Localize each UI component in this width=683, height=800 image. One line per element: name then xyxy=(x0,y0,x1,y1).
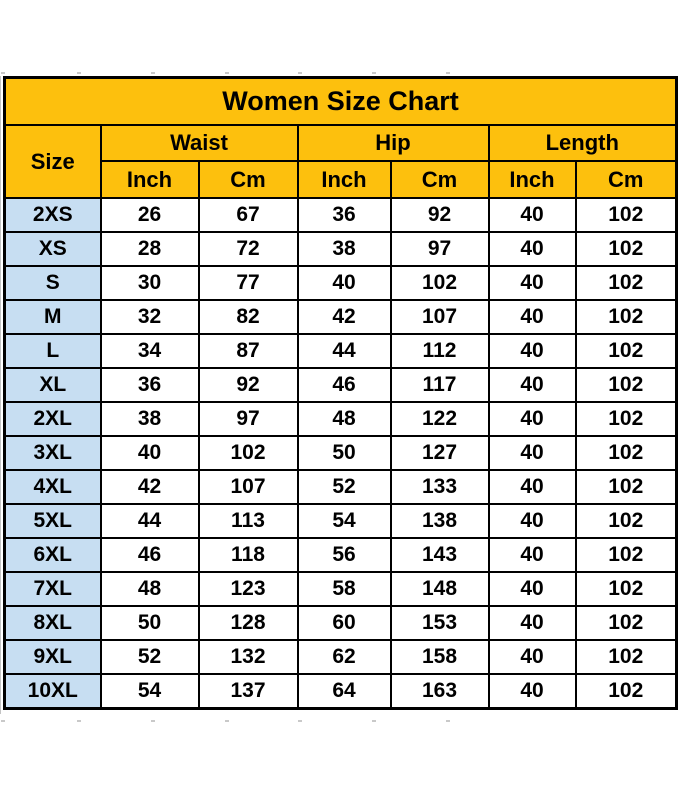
length-inch-value: 40 xyxy=(489,572,576,606)
size-label: S xyxy=(5,266,101,300)
length-cm-value: 102 xyxy=(576,266,677,300)
hip-inch-value: 44 xyxy=(298,334,391,368)
waist-cm-value: 137 xyxy=(199,674,298,708)
group-header-row xyxy=(5,125,677,161)
length-inch-value: 40 xyxy=(489,198,576,232)
waist-cm-value: 67 xyxy=(199,198,298,232)
hip-cm-value: 138 xyxy=(391,504,489,538)
waist-inch-value: 50 xyxy=(101,606,199,640)
length-inch-value: 40 xyxy=(489,674,576,708)
sub-header-row xyxy=(5,161,677,198)
hip-inch-value: 60 xyxy=(298,606,391,640)
size-label: 9XL xyxy=(5,640,101,674)
length-inch-value: 40 xyxy=(489,300,576,334)
waist-cm-value: 128 xyxy=(199,606,298,640)
waist-inch-value: 32 xyxy=(101,300,199,334)
table-row xyxy=(5,470,677,504)
waist-inch-value: 38 xyxy=(101,402,199,436)
hip-inch-value: 64 xyxy=(298,674,391,708)
waist-cm-value: 113 xyxy=(199,504,298,538)
table-row xyxy=(5,538,677,572)
subheader-hip-inch: Inch xyxy=(298,161,391,198)
hip-inch-value: 58 xyxy=(298,572,391,606)
gridline-tick xyxy=(298,72,302,74)
waist-inch-value: 54 xyxy=(101,674,199,708)
column-header-size: Size xyxy=(5,125,101,198)
length-inch-value: 40 xyxy=(489,402,576,436)
gridline-tick xyxy=(77,720,81,722)
length-cm-value: 102 xyxy=(576,538,677,572)
length-inch-value: 40 xyxy=(489,606,576,640)
waist-cm-value: 92 xyxy=(199,368,298,402)
length-cm-value: 102 xyxy=(576,232,677,266)
hip-cm-value: 122 xyxy=(391,402,489,436)
hip-inch-value: 56 xyxy=(298,538,391,572)
column-group-length: Length xyxy=(489,125,677,161)
size-label: 8XL xyxy=(5,606,101,640)
waist-inch-value: 46 xyxy=(101,538,199,572)
gridline-tick xyxy=(1,72,5,74)
hip-cm-value: 112 xyxy=(391,334,489,368)
gridline-tick xyxy=(446,72,450,74)
size-label: 5XL xyxy=(5,504,101,538)
size-label: 6XL xyxy=(5,538,101,572)
waist-cm-value: 118 xyxy=(199,538,298,572)
table-row xyxy=(5,334,677,368)
title-row xyxy=(5,78,677,126)
length-cm-value: 102 xyxy=(576,470,677,504)
hip-inch-value: 54 xyxy=(298,504,391,538)
size-label: 2XL xyxy=(5,402,101,436)
table-row xyxy=(5,368,677,402)
table-row xyxy=(5,436,677,470)
waist-inch-value: 42 xyxy=(101,470,199,504)
gridline-tick xyxy=(151,72,155,74)
hip-cm-value: 163 xyxy=(391,674,489,708)
waist-inch-value: 40 xyxy=(101,436,199,470)
length-cm-value: 102 xyxy=(576,300,677,334)
table-row xyxy=(5,300,677,334)
length-cm-value: 102 xyxy=(576,334,677,368)
hip-inch-value: 38 xyxy=(298,232,391,266)
waist-inch-value: 34 xyxy=(101,334,199,368)
waist-inch-value: 36 xyxy=(101,368,199,402)
waist-cm-value: 77 xyxy=(199,266,298,300)
size-label: 7XL xyxy=(5,572,101,606)
size-label: M xyxy=(5,300,101,334)
length-inch-value: 40 xyxy=(489,538,576,572)
length-cm-value: 102 xyxy=(576,198,677,232)
length-cm-value: 102 xyxy=(576,436,677,470)
hip-cm-value: 133 xyxy=(391,470,489,504)
table-row xyxy=(5,572,677,606)
waist-cm-value: 72 xyxy=(199,232,298,266)
subheader-hip-cm: Cm xyxy=(391,161,489,198)
gridline-tick xyxy=(372,72,376,74)
waist-cm-value: 82 xyxy=(199,300,298,334)
length-inch-value: 40 xyxy=(489,436,576,470)
waist-cm-value: 87 xyxy=(199,334,298,368)
gridline-tick xyxy=(225,720,229,722)
waist-inch-value: 26 xyxy=(101,198,199,232)
table-row xyxy=(5,198,677,232)
gridline-tick xyxy=(446,720,450,722)
length-inch-value: 40 xyxy=(489,334,576,368)
hip-cm-value: 102 xyxy=(391,266,489,300)
hip-cm-value: 148 xyxy=(391,572,489,606)
page-title: Women Size Chart xyxy=(5,78,677,126)
length-cm-value: 102 xyxy=(576,368,677,402)
size-label: L xyxy=(5,334,101,368)
size-label: XS xyxy=(5,232,101,266)
gridline-tick xyxy=(372,720,376,722)
hip-cm-value: 107 xyxy=(391,300,489,334)
hip-inch-value: 52 xyxy=(298,470,391,504)
table-row xyxy=(5,606,677,640)
length-cm-value: 102 xyxy=(576,402,677,436)
waist-inch-value: 52 xyxy=(101,640,199,674)
hip-inch-value: 36 xyxy=(298,198,391,232)
hip-cm-value: 97 xyxy=(391,232,489,266)
column-group-hip: Hip xyxy=(298,125,489,161)
size-label: XL xyxy=(5,368,101,402)
table-row xyxy=(5,266,677,300)
subheader-length-cm: Cm xyxy=(576,161,677,198)
waist-cm-value: 107 xyxy=(199,470,298,504)
table-row xyxy=(5,232,677,266)
table-row xyxy=(5,402,677,436)
hip-cm-value: 158 xyxy=(391,640,489,674)
length-cm-value: 102 xyxy=(576,572,677,606)
gridline-tick xyxy=(1,720,5,722)
column-group-waist: Waist xyxy=(101,125,298,161)
length-inch-value: 40 xyxy=(489,266,576,300)
length-inch-value: 40 xyxy=(489,368,576,402)
subheader-waist-inch: Inch xyxy=(101,161,199,198)
waist-cm-value: 132 xyxy=(199,640,298,674)
waist-inch-value: 48 xyxy=(101,572,199,606)
waist-inch-value: 28 xyxy=(101,232,199,266)
hip-cm-value: 143 xyxy=(391,538,489,572)
table-row xyxy=(5,640,677,674)
length-cm-value: 102 xyxy=(576,606,677,640)
hip-inch-value: 46 xyxy=(298,368,391,402)
size-label: 2XS xyxy=(5,198,101,232)
hip-cm-value: 117 xyxy=(391,368,489,402)
waist-cm-value: 102 xyxy=(199,436,298,470)
hip-inch-value: 50 xyxy=(298,436,391,470)
length-inch-value: 40 xyxy=(489,640,576,674)
size-label: 3XL xyxy=(5,436,101,470)
hip-inch-value: 62 xyxy=(298,640,391,674)
waist-cm-value: 97 xyxy=(199,402,298,436)
length-cm-value: 102 xyxy=(576,674,677,708)
hip-cm-value: 127 xyxy=(391,436,489,470)
hip-inch-value: 42 xyxy=(298,300,391,334)
size-label: 4XL xyxy=(5,470,101,504)
waist-cm-value: 123 xyxy=(199,572,298,606)
gridline-edge-artifact xyxy=(0,76,1,714)
gridline-tick xyxy=(151,720,155,722)
length-inch-value: 40 xyxy=(489,470,576,504)
length-inch-value: 40 xyxy=(489,504,576,538)
waist-inch-value: 30 xyxy=(101,266,199,300)
size-chart-table xyxy=(3,76,678,710)
waist-inch-value: 44 xyxy=(101,504,199,538)
gridline-tick xyxy=(77,72,81,74)
gridline-tick xyxy=(225,72,229,74)
gridline-tick xyxy=(298,720,302,722)
hip-cm-value: 92 xyxy=(391,198,489,232)
subheader-length-inch: Inch xyxy=(489,161,576,198)
size-label: 10XL xyxy=(5,674,101,708)
subheader-waist-cm: Cm xyxy=(199,161,298,198)
length-cm-value: 102 xyxy=(576,640,677,674)
table-row xyxy=(5,674,677,708)
hip-cm-value: 153 xyxy=(391,606,489,640)
hip-inch-value: 40 xyxy=(298,266,391,300)
table-row xyxy=(5,504,677,538)
length-cm-value: 102 xyxy=(576,504,677,538)
hip-inch-value: 48 xyxy=(298,402,391,436)
length-inch-value: 40 xyxy=(489,232,576,266)
